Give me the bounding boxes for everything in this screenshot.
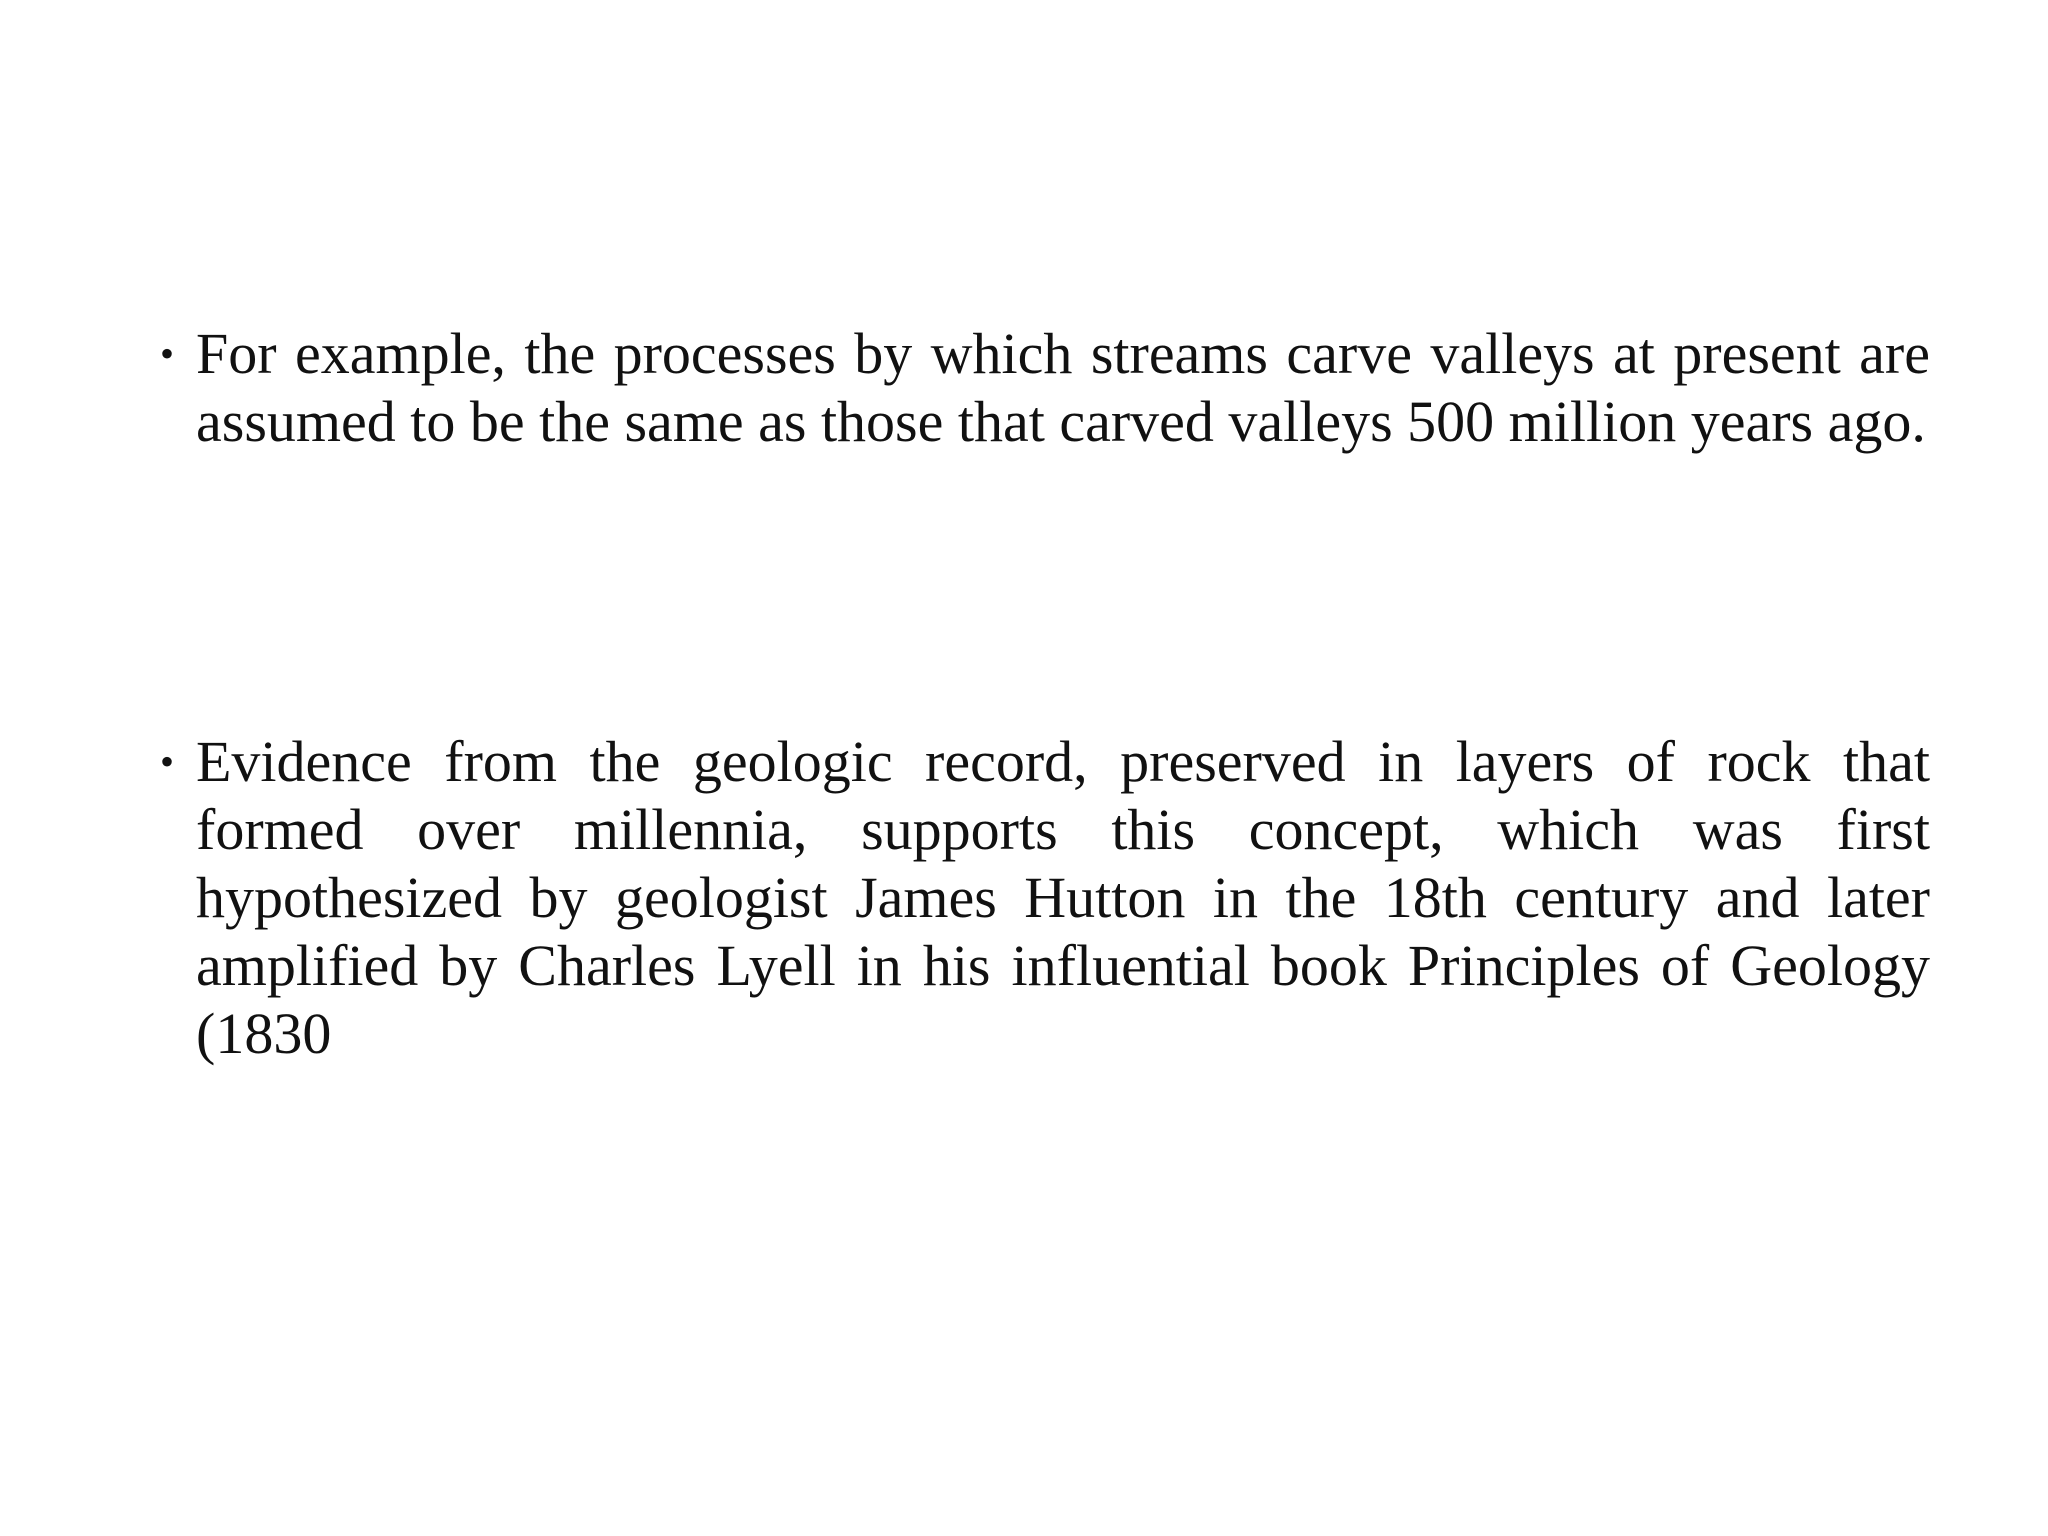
- bullet-marker: •: [160, 331, 175, 376]
- bullet-item: [160, 320, 1930, 456]
- bullet-marker: •: [160, 739, 175, 784]
- bullet-text: Evidence from the geologic record, preserved in layers of rock that formed over millennia, supports this concept, which was first hypothesized by geologist James Hutton in the 18th century and later amplified by Charles Lyell in his influential book Principles of Geology (1830: [196, 729, 1930, 1066]
- bullet-item: [160, 728, 1930, 1068]
- bullet-text: For example, the processes by which streams carve valleys at present are assumed to be the same as those that carved valleys 500 million years ago.: [196, 321, 1930, 454]
